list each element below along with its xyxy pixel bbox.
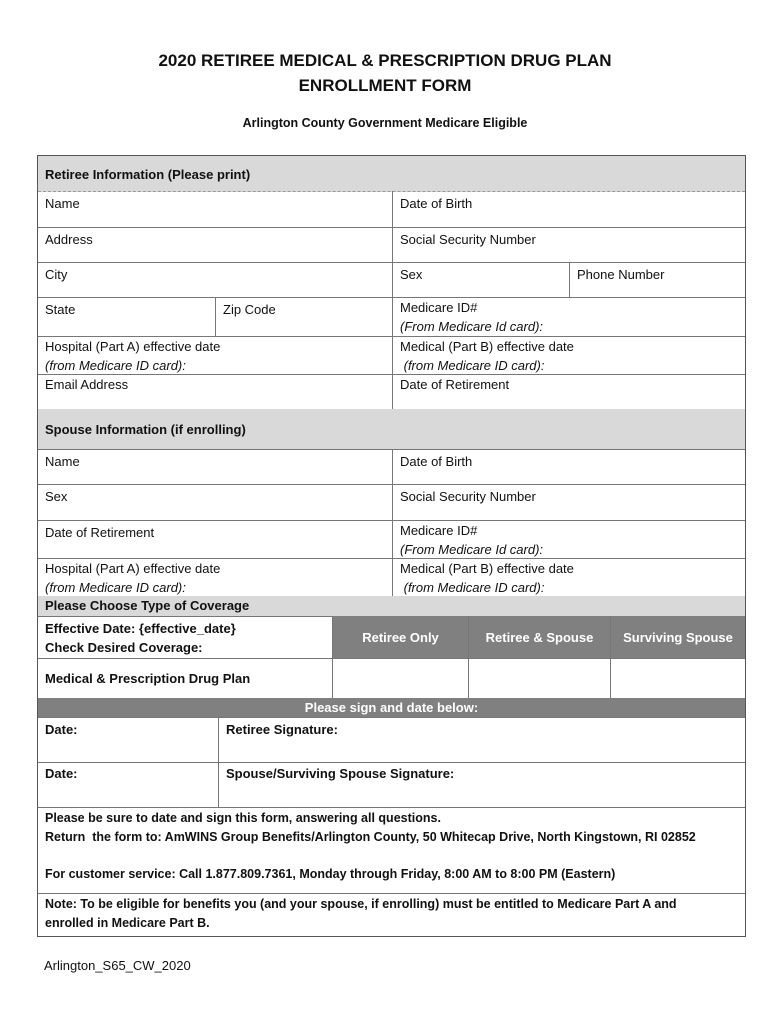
retiree-header-label: Retiree Information (Please print)	[45, 167, 251, 182]
enrollment-form	[37, 155, 746, 937]
retiree-phone-field[interactable]: Phone Number	[577, 267, 665, 282]
instruction-line-3: For customer service: Call 1.877.809.7361, Monday through Friday, 8:00 AM to 8:00 PM (Eastern)	[45, 867, 616, 881]
medicare-id-label: Medicare ID#	[400, 300, 478, 315]
medical-note: (from Medicare ID card):	[400, 358, 545, 373]
spouse-medical-field[interactable]	[393, 558, 745, 596]
retiree-email-field[interactable]: Email Address	[38, 374, 393, 409]
title-line-2: ENROLLMENT FORM	[298, 76, 472, 95]
spouse-section-header	[38, 409, 745, 450]
spouse-sign-date-field[interactable]: Date:	[38, 762, 219, 807]
spouse-sex-row	[38, 484, 745, 521]
spouse-medicare-id-field[interactable]	[393, 520, 745, 558]
retiree-state-row	[38, 297, 745, 337]
retiree-retirement-field[interactable]: Date of Retirement	[400, 377, 510, 392]
eligibility-note	[38, 893, 745, 936]
hospital-note: (from Medicare ID card):	[45, 358, 186, 373]
spouse-medicare-id-note: (From Medicare Id card):	[400, 542, 544, 557]
form-subtitle: Arlington County Government Medicare Eligible	[242, 116, 528, 130]
medical-label: Medical (Part B) effective date	[400, 339, 574, 354]
sign-header-label: Please sign and date below:	[304, 700, 479, 715]
retiree-address-field[interactable]: Address	[38, 227, 393, 262]
checkbox-retiree-only[interactable]	[333, 658, 469, 698]
eligibility-note-block	[38, 893, 745, 936]
spouse-sex-field[interactable]: Sex	[38, 484, 393, 520]
eligibility-note-line-2: enrolled in Medicare Part B.	[45, 916, 210, 930]
instruction-line-2: Return the form to: AmWINS Group Benefits/Arlington County, 50 Whitecap Drive, North Kingstown, RI 02852	[45, 830, 696, 844]
hospital-label: Hospital (Part A) effective date	[45, 339, 221, 354]
retiree-name-row	[38, 191, 745, 228]
retiree-signature-row	[38, 717, 745, 763]
retiree-sex-field[interactable]: Sex	[393, 262, 570, 297]
form-title	[0, 48, 770, 98]
effective-date-label: Effective Date: {effective_date}	[45, 621, 236, 636]
spouse-hospital-label: Hospital (Part A) effective date	[45, 561, 221, 576]
retiree-part-ab-row	[38, 336, 745, 375]
spouse-name-field[interactable]: Name	[38, 449, 393, 484]
spouse-name-row	[38, 449, 745, 485]
instructions-text	[38, 807, 745, 893]
retiree-medicare-id-field[interactable]	[393, 297, 745, 336]
retiree-state-field[interactable]: State	[38, 297, 216, 336]
sign-section-header	[38, 698, 745, 718]
instruction-line-1: Please be sure to date and sign this form, answering all questions.	[45, 811, 441, 825]
spouse-hospital-note: (from Medicare ID card):	[45, 580, 186, 595]
retiree-name-field[interactable]: Name	[38, 191, 393, 227]
plan-row	[38, 658, 745, 699]
retiree-city-field[interactable]: City	[38, 262, 393, 297]
coverage-header-label: Please Choose Type of Coverage	[45, 598, 250, 613]
spouse-header-label: Spouse Information (if enrolling)	[45, 422, 246, 437]
spouse-medical-label: Medical (Part B) effective date	[400, 561, 574, 576]
form-footer-code: Arlington_S65_CW_2020	[44, 958, 191, 973]
retiree-sign-date-field[interactable]: Date:	[38, 717, 219, 762]
spouse-ssn-field[interactable]: Social Security Number	[400, 489, 536, 504]
title-line-1: 2020 RETIREE MEDICAL & PRESCRIPTION DRUG PLAN	[158, 51, 612, 70]
spouse-dob-field[interactable]: Date of Birth	[400, 454, 473, 469]
spouse-retirement-field[interactable]: Date of Retirement	[38, 520, 393, 558]
eligibility-note-line-1: Note: To be eligible for benefits you (and your spouse, if enrolling) must be entitled to Medicare Part A and	[45, 897, 677, 911]
coverage-effective-cell	[38, 616, 333, 658]
instructions-block	[38, 807, 745, 894]
checkbox-retiree-spouse[interactable]	[469, 658, 611, 698]
retiree-section-header	[38, 156, 745, 192]
retiree-hospital-field[interactable]	[38, 336, 393, 374]
retiree-dob-field[interactable]: Date of Birth	[400, 196, 473, 211]
spouse-retirement-row	[38, 520, 745, 559]
plan-label: Medical & Prescription Drug Plan	[38, 658, 333, 698]
checkbox-surviving-spouse[interactable]	[611, 658, 745, 698]
option-retiree-spouse: Retiree & Spouse	[469, 616, 611, 658]
retiree-medical-field[interactable]	[393, 336, 745, 374]
retiree-city-row	[38, 262, 745, 298]
spouse-signature-row	[38, 762, 745, 808]
retiree-signature-field[interactable]: Retiree Signature:	[226, 722, 338, 737]
spouse-hospital-field[interactable]	[38, 558, 393, 596]
spouse-part-ab-row	[38, 558, 745, 597]
retiree-zip-field[interactable]: Zip Code	[216, 297, 393, 336]
option-retiree-only: Retiree Only	[333, 616, 469, 658]
option-surviving-spouse: Surviving Spouse	[611, 616, 745, 658]
coverage-section-header	[38, 596, 745, 617]
spouse-medicare-id-label: Medicare ID#	[400, 523, 478, 538]
spouse-signature-field[interactable]: Spouse/Surviving Spouse Signature:	[226, 766, 455, 781]
spouse-medical-note: (from Medicare ID card):	[400, 580, 545, 595]
coverage-options-row	[38, 616, 745, 659]
retiree-ssn-field[interactable]: Social Security Number	[400, 232, 536, 247]
retiree-address-row	[38, 227, 745, 263]
check-coverage-label: Check Desired Coverage:	[45, 640, 203, 655]
medicare-id-note: (From Medicare Id card):	[400, 319, 544, 334]
retiree-email-row	[38, 374, 745, 410]
